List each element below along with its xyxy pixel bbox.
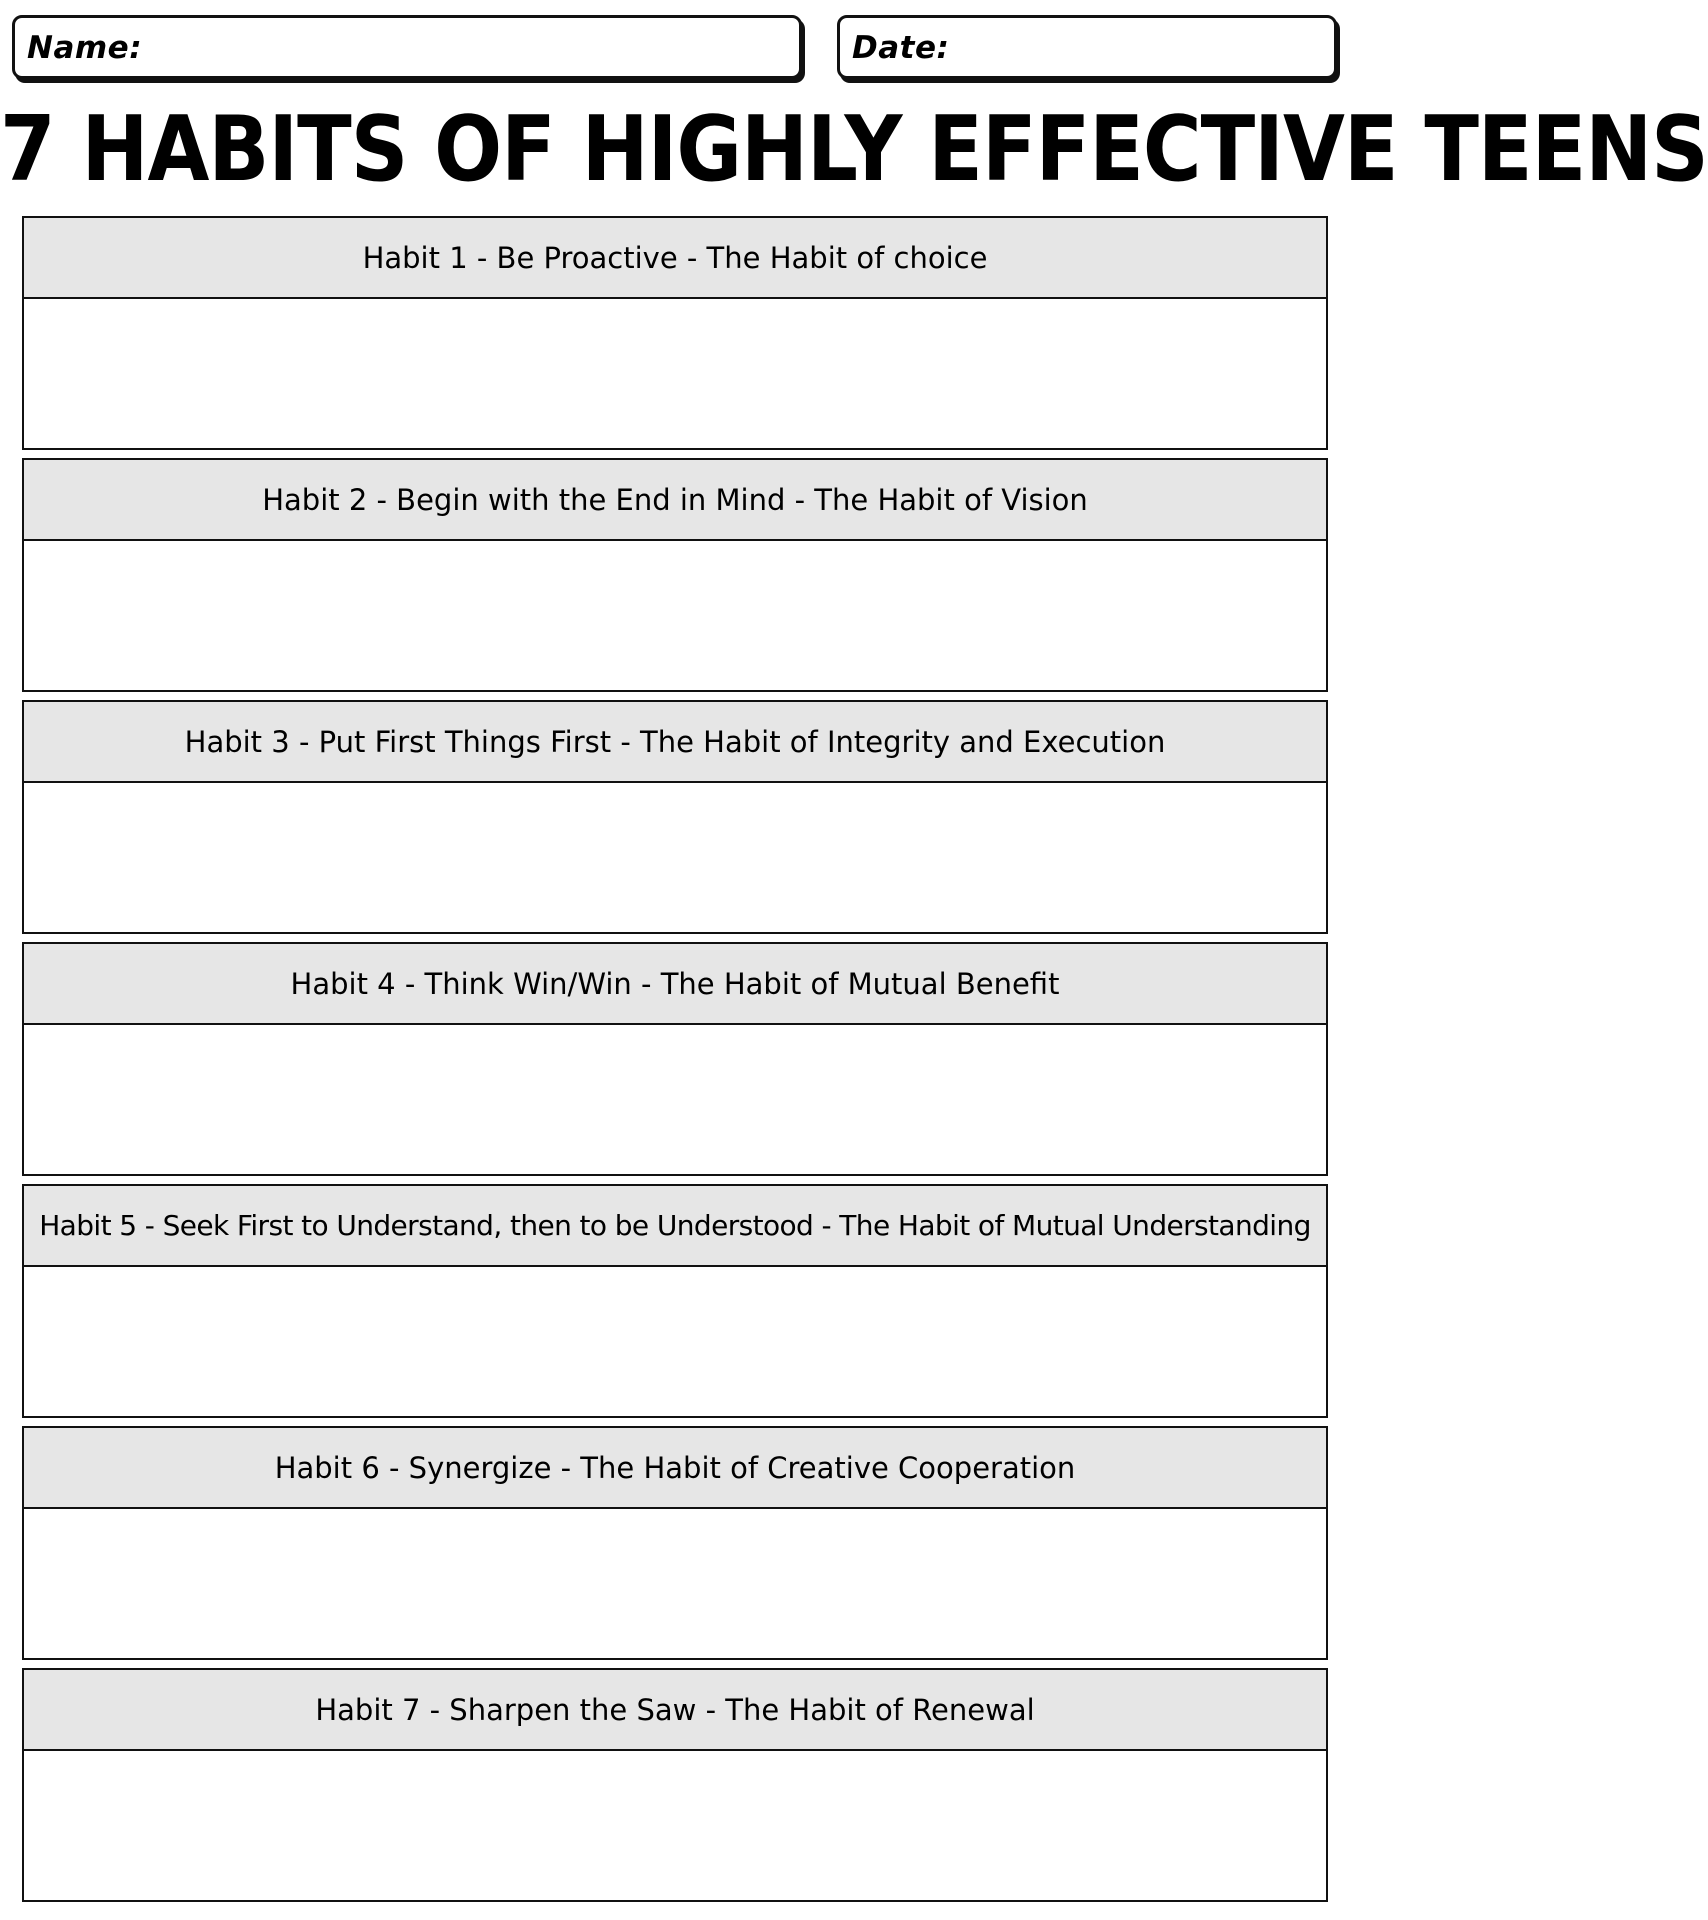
date-field[interactable] [837, 15, 1337, 79]
habit-1-section [22, 216, 1328, 450]
page-title: 7 HABITS OF HIGHLY EFFECTIVE TEENS [0, 97, 1708, 202]
habit-7-answer-area[interactable] [24, 1751, 1326, 1900]
habit-4-section [22, 942, 1328, 1176]
habit-1-header: Habit 1 - Be Proactive - The Habit of choice [24, 218, 1326, 299]
habit-2-answer-area[interactable] [24, 541, 1326, 690]
habit-5-header: Habit 5 - Seek First to Understand, then to be Understood - The Habit of Mutual Understanding [24, 1186, 1326, 1267]
name-label: Name: [27, 30, 143, 66]
habit-4-header: Habit 4 - Think Win/Win - The Habit of Mutual Benefit [24, 944, 1326, 1025]
habit-3-header: Habit 3 - Put First Things First - The Habit of Integrity and Execution [24, 702, 1326, 783]
habit-7-header: Habit 7 - Sharpen the Saw - The Habit of Renewal [24, 1670, 1326, 1751]
habit-7-section [22, 1668, 1328, 1902]
habit-6-section [22, 1426, 1328, 1660]
habit-2-header: Habit 2 - Begin with the End in Mind - The Habit of Vision [24, 460, 1326, 541]
habit-1-answer-area[interactable] [24, 299, 1326, 448]
name-field[interactable] [12, 15, 802, 79]
date-label: Date: [852, 30, 950, 66]
habit-6-answer-area[interactable] [24, 1509, 1326, 1658]
habit-3-answer-area[interactable] [24, 783, 1326, 932]
habit-4-answer-area[interactable] [24, 1025, 1326, 1174]
habits-list [22, 216, 1328, 1910]
habit-3-section [22, 700, 1328, 934]
habit-5-section [22, 1184, 1328, 1418]
habit-5-answer-area[interactable] [24, 1267, 1326, 1416]
habit-2-section [22, 458, 1328, 692]
habit-6-header: Habit 6 - Synergize - The Habit of Creative Cooperation [24, 1428, 1326, 1509]
